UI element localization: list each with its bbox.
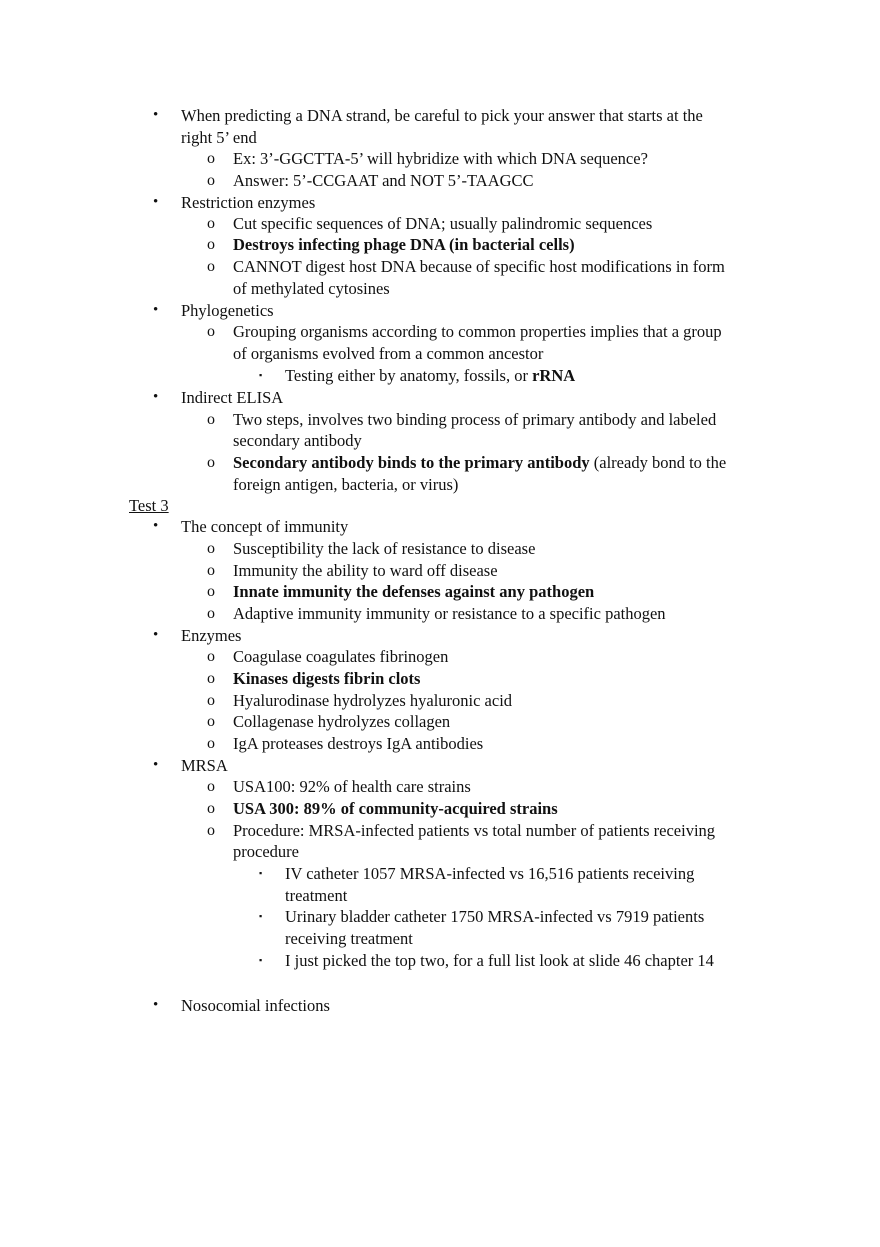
bullet-marker: • bbox=[153, 107, 159, 123]
sub-list-item-bold: Innate immunity the defenses against any pathogen bbox=[233, 582, 595, 601]
square-marker: ▪ bbox=[259, 911, 263, 921]
circle-marker: o bbox=[207, 236, 215, 253]
item-text: Testing either by anatomy, fossils, or bbox=[285, 366, 533, 385]
list-item: Enzymes bbox=[181, 626, 242, 645]
bullet-marker: • bbox=[153, 997, 159, 1013]
circle-marker: o bbox=[207, 411, 215, 428]
sub-list-item: Susceptibility the lack of resistance to disease bbox=[233, 539, 536, 558]
bullet-marker: • bbox=[153, 757, 159, 773]
item-text: (already bond to the bbox=[589, 453, 727, 472]
bullet-marker: • bbox=[153, 627, 159, 643]
sub-list-item: Adaptive immunity immunity or resistance to a specific pathogen bbox=[233, 604, 666, 623]
bullet-marker: • bbox=[153, 389, 159, 405]
circle-marker: o bbox=[207, 735, 215, 752]
square-marker: ▪ bbox=[259, 868, 263, 878]
square-marker: ▪ bbox=[259, 955, 263, 965]
circle-marker: o bbox=[207, 713, 215, 730]
sub-list-item: IgA proteases destroys IgA antibodies bbox=[233, 734, 484, 753]
sub-list-item: Hyalurodinase hydrolyzes hyaluronic acid bbox=[233, 691, 513, 710]
circle-marker: o bbox=[207, 670, 215, 687]
section-heading: Test 3 bbox=[129, 496, 169, 515]
list-item: Indirect ELISA bbox=[181, 388, 284, 407]
sub-sub-list-item: I just picked the top two, for a full list look at slide 46 chapter 14 bbox=[285, 951, 714, 970]
sub-sub-list-item-continuation: receiving treatment bbox=[285, 929, 413, 948]
sub-sub-list-item-continuation: treatment bbox=[285, 886, 348, 905]
item-text-bold: rRNA bbox=[532, 366, 576, 385]
sub-sub-list-item bbox=[285, 365, 575, 387]
circle-marker: o bbox=[207, 778, 215, 795]
bullet-marker: • bbox=[153, 518, 159, 534]
sub-list-item: Collagenase hydrolyzes collagen bbox=[233, 712, 451, 731]
sub-list-item: Answer: 5’-CCGAAT and NOT 5’-TAAGCC bbox=[233, 171, 534, 190]
sub-list-item-continuation: procedure bbox=[233, 842, 299, 861]
sub-list-item-continuation: of methylated cytosines bbox=[233, 279, 390, 298]
bullet-marker: • bbox=[153, 302, 159, 318]
sub-list-item-continuation: secondary antibody bbox=[233, 431, 362, 450]
sub-list-item: Ex: 3’-GGCTTA-5’ will hybridize with which DNA sequence? bbox=[233, 149, 648, 168]
sub-sub-list-item: Urinary bladder catheter 1750 MRSA-infected vs 7919 patients bbox=[285, 907, 705, 926]
sub-list-item: USA100: 92% of health care strains bbox=[233, 777, 471, 796]
circle-marker: o bbox=[207, 454, 215, 471]
sub-list-item: Procedure: MRSA-infected patients vs total number of patients receiving bbox=[233, 821, 716, 840]
list-item-continuation: right 5’ end bbox=[181, 128, 257, 147]
square-marker: ▪ bbox=[259, 370, 263, 380]
circle-marker: o bbox=[207, 215, 215, 232]
list-item: The concept of immunity bbox=[181, 517, 349, 536]
circle-marker: o bbox=[207, 258, 215, 275]
sub-list-item: Cut specific sequences of DNA; usually palindromic sequences bbox=[233, 214, 653, 233]
list-item: Phylogenetics bbox=[181, 301, 274, 320]
circle-marker: o bbox=[207, 692, 215, 709]
circle-marker: o bbox=[207, 323, 215, 340]
sub-list-item-bold: Kinases digests fibrin clots bbox=[233, 669, 421, 688]
circle-marker: o bbox=[207, 172, 215, 189]
circle-marker: o bbox=[207, 605, 215, 622]
sub-list-item-continuation: of organisms evolved from a common ancestor bbox=[233, 344, 544, 363]
circle-marker: o bbox=[207, 822, 215, 839]
list-item: When predicting a DNA strand, be careful to pick your answer that starts at the bbox=[181, 106, 703, 125]
sub-list-item-bold: USA 300: 89% of community-acquired strains bbox=[233, 799, 558, 818]
sub-list-item: Grouping organisms according to common properties implies that a group bbox=[233, 322, 722, 341]
sub-list-item: Coagulase coagulates fibrinogen bbox=[233, 647, 449, 666]
sub-list-item-bold: Destroys infecting phage DNA (in bacterial cells) bbox=[233, 235, 575, 254]
sub-sub-list-item: IV catheter 1057 MRSA-infected vs 16,516 patients receiving bbox=[285, 864, 695, 883]
list-item: MRSA bbox=[181, 756, 228, 775]
sub-list-item: Immunity the ability to ward off disease bbox=[233, 561, 498, 580]
sub-list-item-continuation: foreign antigen, bacteria, or virus) bbox=[233, 475, 459, 494]
list-item: Nosocomial infections bbox=[181, 996, 330, 1015]
sub-list-item: Two steps, involves two binding process of primary antibody and labeled bbox=[233, 410, 717, 429]
circle-marker: o bbox=[207, 800, 215, 817]
list-item: Restriction enzymes bbox=[181, 193, 316, 212]
sub-list-item bbox=[233, 452, 726, 474]
circle-marker: o bbox=[207, 562, 215, 579]
circle-marker: o bbox=[207, 583, 215, 600]
circle-marker: o bbox=[207, 540, 215, 557]
circle-marker: o bbox=[207, 150, 215, 167]
bullet-marker: • bbox=[153, 194, 159, 210]
sub-list-item: CANNOT digest host DNA because of specific host modifications in form bbox=[233, 257, 725, 276]
item-text-bold: Secondary antibody binds to the primary antibody bbox=[233, 453, 590, 472]
circle-marker: o bbox=[207, 648, 215, 665]
